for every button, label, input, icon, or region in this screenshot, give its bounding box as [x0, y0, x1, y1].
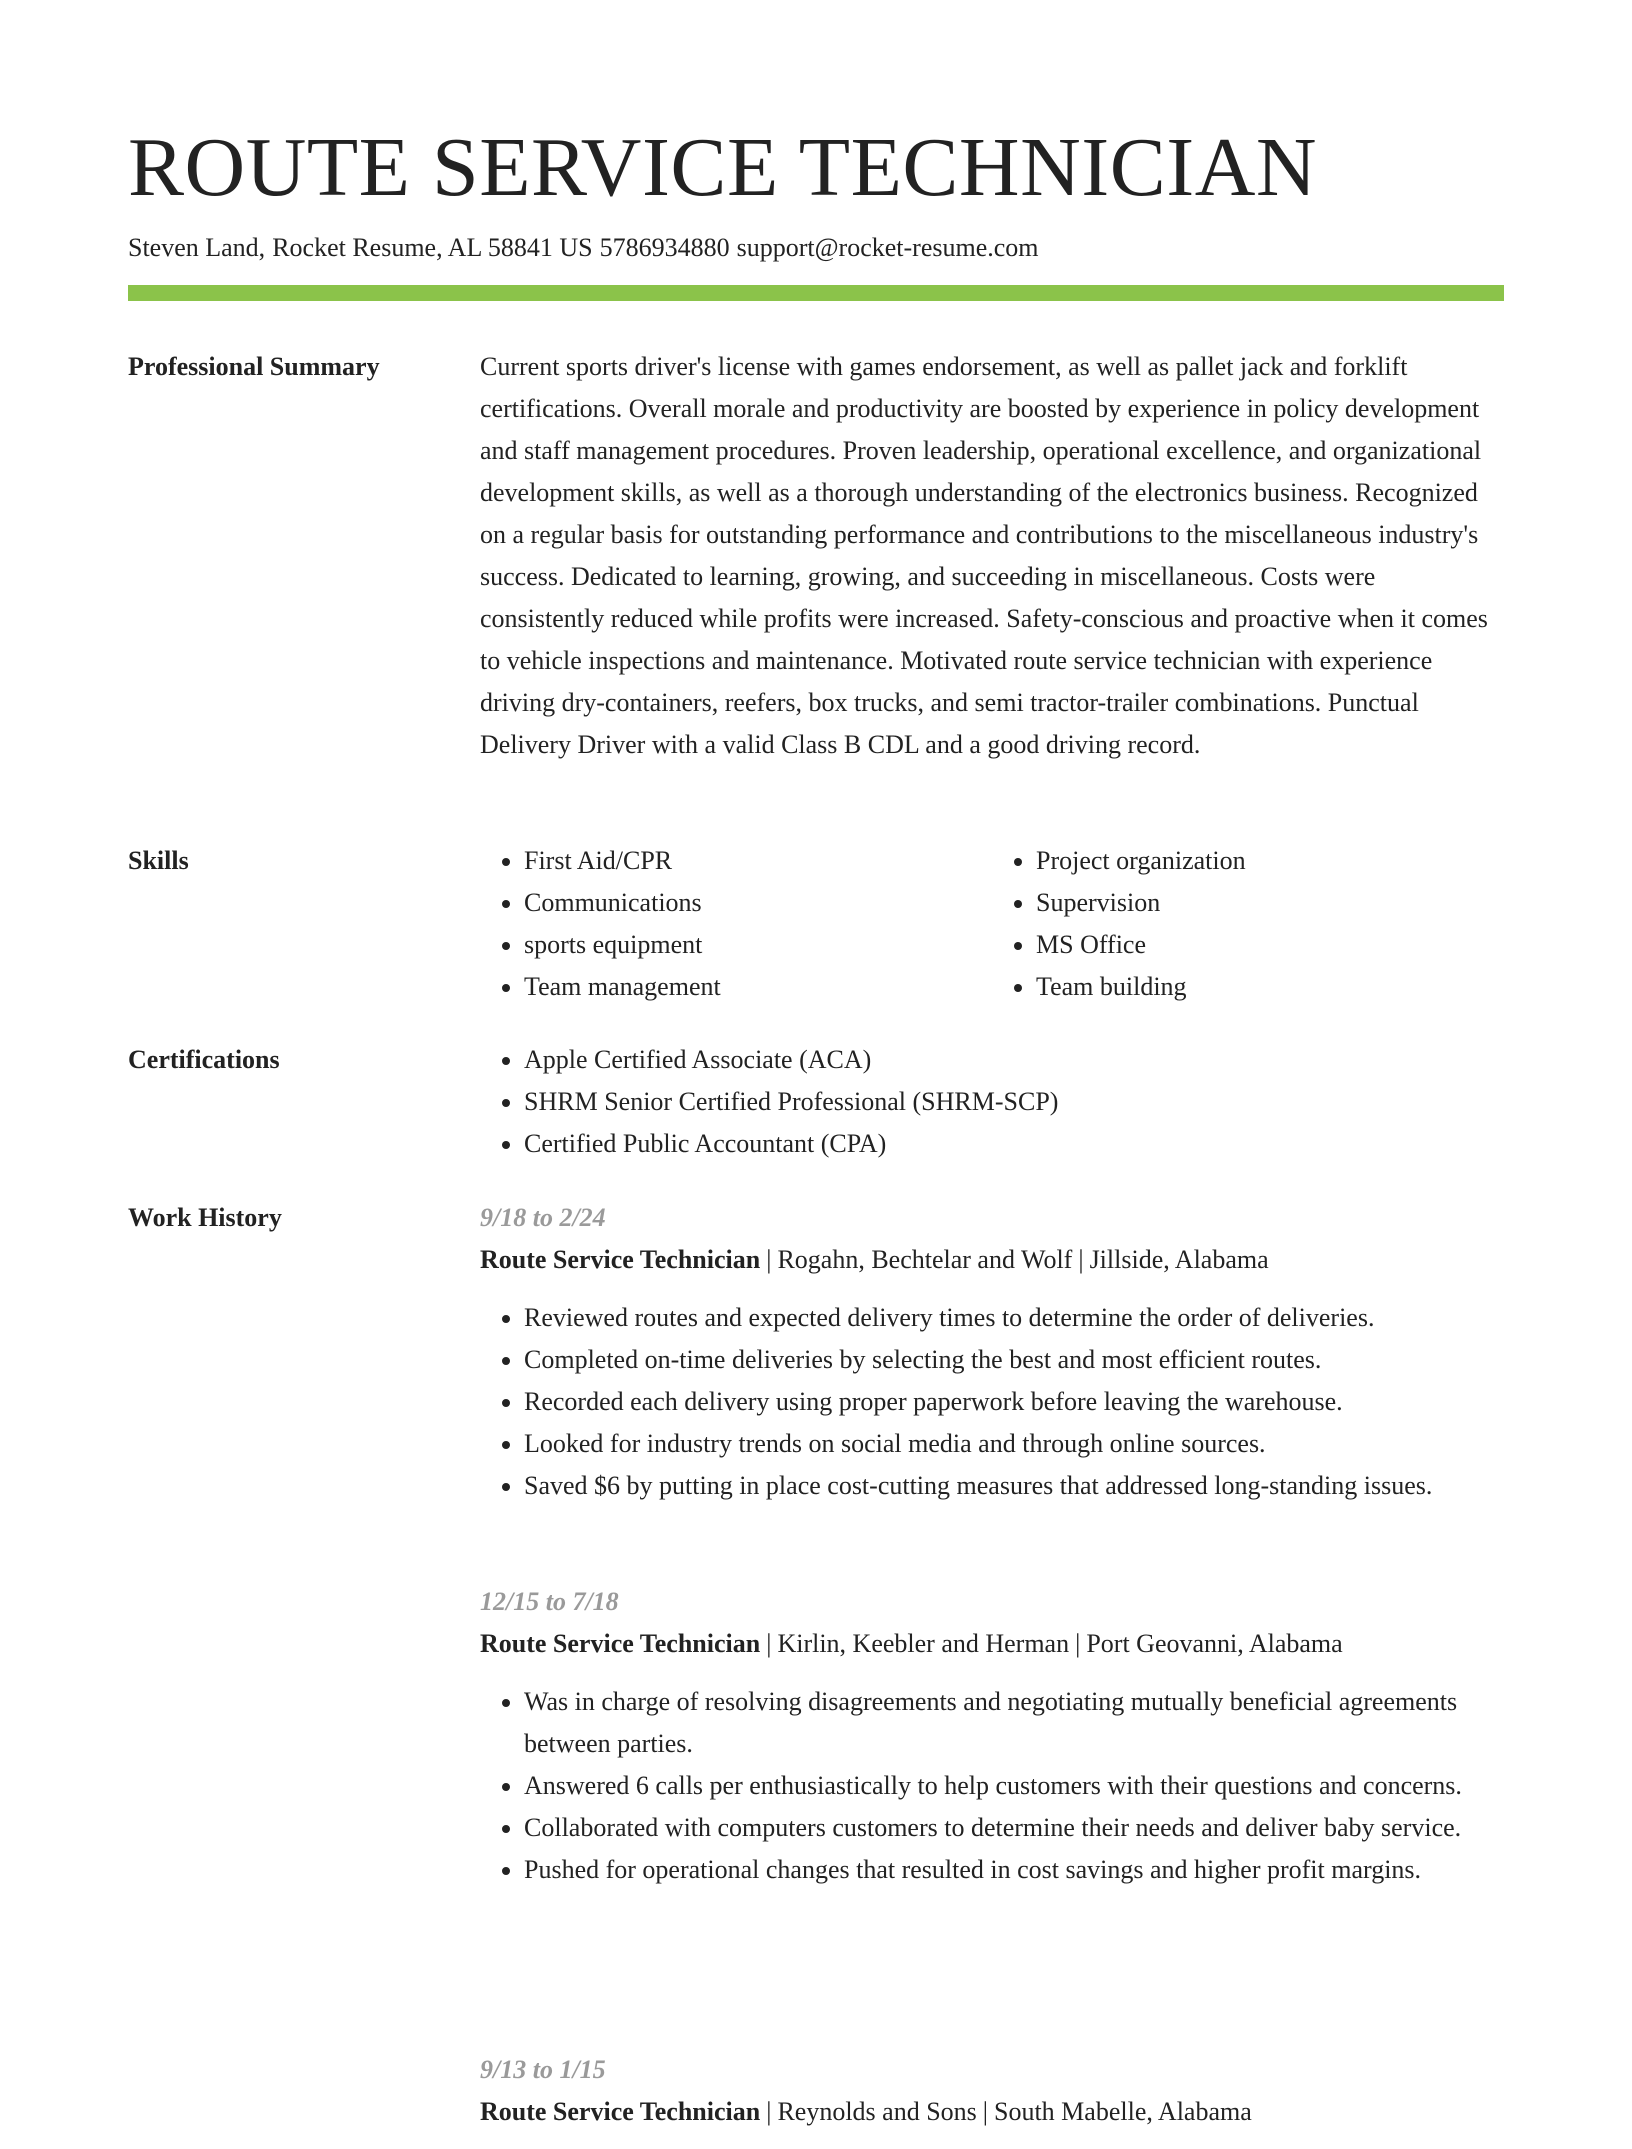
- job-bullet: • Reviewed routes and expected delivery times to determine the order of deliveries.: [524, 1297, 1504, 1339]
- skills-list-left: [480, 840, 948, 1008]
- summary-text: Current sports driver's license with games endorsement, as well as pallet jack and forklift certifications. Overall morale and productivity are boosted by experience in policy development and staff management procedures. Proven leadership, operational excellence, and organizational development skills, as well as a thorough understanding of the electronics business. Recognized on a regular basis for outstanding performance and contributions to the miscellaneous industry's success. Dedicated to learning, growing, and succeeding in miscellaneous. Costs were consistently reduced while profits were increased. Safety-conscious and proactive when it comes to vehicle inspections and maintenance. Motivated route service technician with experience driving dry-containers, reefers, box trucks, and semi tractor-trailer combinations. Punctual Delivery Driver with a valid Class B CDL and a good driving record.: [480, 352, 1488, 759]
- skill-item: • Communications: [524, 882, 948, 924]
- certifications-list: [480, 1039, 1504, 1165]
- summary-body: [480, 346, 1504, 766]
- contact-address: Rocket Resume, AL 58841 US: [272, 233, 593, 262]
- job-location: Jillside, Alabama: [1089, 1245, 1269, 1274]
- job-dates: 9/18 to 2/24: [480, 1203, 606, 1232]
- job-bullet: • Answered 6 calls per enthusiastically to help customers with their questions and concerns.: [524, 1765, 1504, 1807]
- job-location: Port Geovanni, Alabama: [1086, 1629, 1343, 1658]
- skill-item: • First Aid/CPR: [524, 840, 948, 882]
- contact-line: [128, 230, 1046, 266]
- contact-email: support@rocket-resume.com: [736, 233, 1039, 262]
- job-dates: 9/13 to 1/15: [480, 2055, 606, 2084]
- summary-section: [128, 346, 1504, 816]
- job-title-line: Route Service Technician | Rogahn, Bechtelar and Wolf | Jillside, Alabama: [480, 1245, 1269, 1274]
- job-bullet: • Was in charge of resolving disagreements and negotiating mutually beneficial agreements between parties.: [524, 1681, 1504, 1765]
- job-title-line: Route Service Technician | Kirlin, Keebler and Herman | Port Geovanni, Alabama: [480, 1629, 1343, 1658]
- skill-item: • sports equipment: [524, 924, 948, 966]
- certification-item: • Certified Public Accountant (CPA): [524, 1123, 1504, 1165]
- job-company: Rogahn, Bechtelar and Wolf: [777, 1245, 1073, 1274]
- job-role: Route Service Technician: [480, 2097, 761, 2126]
- job-bullets: [480, 1681, 1504, 1891]
- skills-body: [480, 840, 1504, 1008]
- job-role: Route Service Technician: [480, 1245, 761, 1274]
- work-history-body: [480, 1197, 1504, 2126]
- job-entry: [480, 2049, 1504, 2149]
- job-bullet: • Looked for industry trends on social media and through online sources.: [524, 1423, 1504, 1465]
- resume-title: ROUTE SERVICE TECHNICIAN: [128, 121, 1318, 214]
- work-history-heading: Work History: [128, 1203, 282, 1232]
- job-dates: 12/15 to 7/18: [480, 1587, 619, 1616]
- skill-item: • Supervision: [1036, 882, 1460, 924]
- skill-item: • MS Office: [1036, 924, 1460, 966]
- skill-item: • Project organization: [1036, 840, 1460, 882]
- job-bullet: • Pushed for operational changes that resulted in cost savings and higher profit margins.: [524, 1849, 1504, 1891]
- work-history-section: [128, 1197, 1504, 2126]
- job-role: Route Service Technician: [480, 1629, 761, 1658]
- certifications-body: [480, 1039, 1504, 1165]
- job-bullet: • Collaborated with computers customers to determine their needs and deliver baby service.: [524, 1807, 1504, 1849]
- summary-heading: Professional Summary: [128, 352, 380, 381]
- job-title-line: Route Service Technician | Reynolds and Sons | South Mabelle, Alabama: [480, 2097, 1252, 2126]
- job-bullets: [480, 1297, 1504, 1507]
- job-company: Kirlin, Keebler and Herman: [777, 1629, 1070, 1658]
- skills-grid: [480, 840, 1504, 1008]
- job-bullet: • Saved $6 by putting in place cost-cutting measures that addressed long-standing issues.: [524, 1465, 1504, 1507]
- contact-phone: 5786934880: [599, 233, 730, 262]
- job-entry: [480, 1197, 1504, 1507]
- skills-heading: Skills: [128, 846, 189, 875]
- skills-section: [128, 840, 1504, 1010]
- job-company: Reynolds and Sons: [777, 2097, 977, 2126]
- header-divider: [128, 285, 1504, 301]
- certifications-heading: Certifications: [128, 1045, 280, 1074]
- certification-item: • SHRM Senior Certified Professional (SHRM-SCP): [524, 1081, 1504, 1123]
- job-bullet: • Completed on-time deliveries by selecting the best and most efficient routes.: [524, 1339, 1504, 1381]
- job-location: South Mabelle, Alabama: [994, 2097, 1252, 2126]
- job-bullet: • Recorded each delivery using proper paperwork before leaving the warehouse.: [524, 1381, 1504, 1423]
- skill-item: • Team management: [524, 966, 948, 1008]
- contact-name: Steven Land,: [128, 233, 266, 262]
- skill-item: • Team building: [1036, 966, 1460, 1008]
- certification-item: • Apple Certified Associate (ACA): [524, 1039, 1504, 1081]
- job-entry: [480, 1581, 1504, 1891]
- skills-list-right: [992, 840, 1460, 1008]
- certifications-section: [128, 1039, 1504, 1169]
